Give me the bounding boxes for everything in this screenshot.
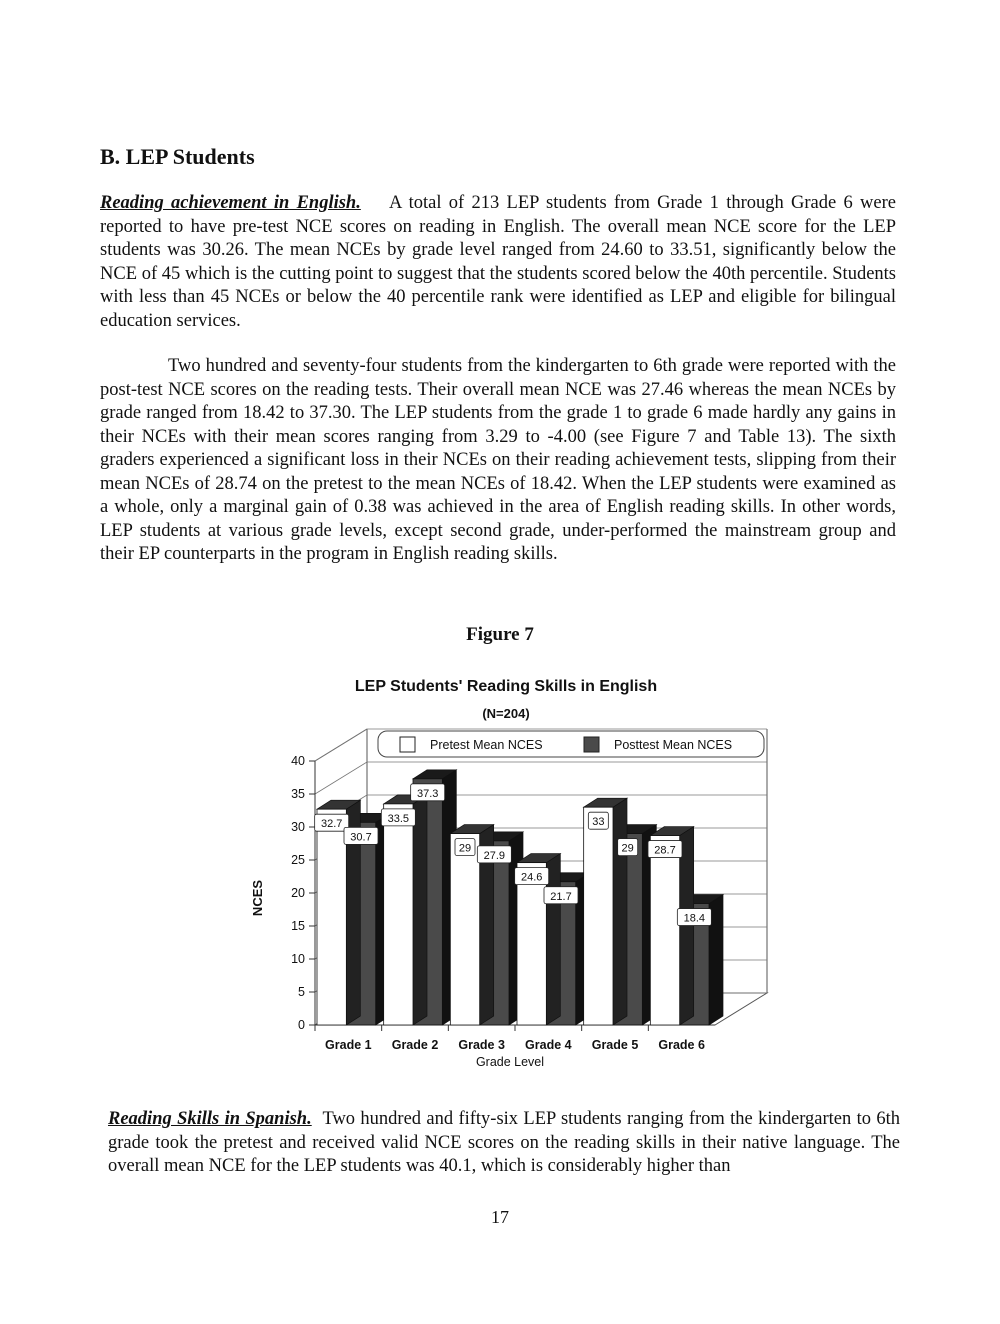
data-label-pretest: 32.7 (320, 818, 343, 831)
data-label-pretest: 33 (592, 816, 605, 829)
chart-bars (315, 770, 723, 1025)
bar-pretest (517, 863, 546, 1025)
paragraph-lead: Reading achievement in English. (100, 193, 361, 213)
legend-label-posttest: Posttest Mean NCES (614, 738, 733, 752)
legend-swatch-pretest (400, 737, 415, 752)
section-heading: B. LEP Students (100, 144, 255, 169)
bar-pretest-side (613, 798, 627, 1025)
y-axis-title: NCES (250, 879, 265, 917)
y-tick-label: 30 (291, 820, 305, 834)
paragraph-reading-spanish (108, 1108, 900, 1179)
bar-pretest (317, 809, 346, 1025)
legend-swatch-posttest (584, 737, 599, 752)
page-number: 17 (491, 1207, 509, 1227)
data-label-posttest: 29 (621, 842, 634, 855)
x-tick-label: Grade 6 (658, 1038, 705, 1052)
x-tick-label: Grade 1 (325, 1038, 372, 1052)
data-label-pretest: 24.6 (520, 871, 543, 884)
paragraph-text: Two hundred and fifty-six LEP students ranging from the kindergarten to 6th grade took the pretest and received valid NCE scores on the reading skills in their native language. The overall mean NCE for the LEP students was 40.1, which is considerably higher than (108, 1109, 900, 1176)
x-tick-label: Grade 3 (458, 1038, 505, 1052)
paragraph-posttest (100, 355, 896, 567)
data-label-posttest: 27.9 (483, 849, 506, 862)
paragraph-text: A total of 213 LEP students from Grade 1 through Grade 6 were reported to have pre-test NCE scores on reading in English. The overall mean NCE score for the LEP students was 30.26. The mean NCEs by grade level ranged from 24.60 to 33.51, significantly below the NCE of 45 which is the cutting point to suggest that the students scored below the 40th percentile. Students with less than 45 NCEs or below the 40 percentile rank were identified as LEP and eligible for bilingual education services. (100, 193, 896, 331)
bar-pretest (650, 836, 679, 1025)
chart-legend (378, 731, 764, 757)
data-label-posttest: 21.7 (550, 890, 572, 903)
y-tick-label: 10 (291, 952, 305, 966)
y-tick-label: 40 (291, 754, 305, 768)
bar-pretest (450, 834, 479, 1025)
data-label-pretest: 33.5 (387, 812, 410, 825)
y-tick-label: 35 (291, 787, 305, 801)
gridline-side (315, 729, 367, 761)
data-label-posttest: 37.3 (416, 787, 439, 800)
paragraph-lead: Reading Skills in Spanish. (108, 1109, 312, 1129)
y-tick-label: 25 (291, 853, 305, 867)
bar-pretest (584, 807, 613, 1025)
x-tick-label: Grade 4 (525, 1038, 572, 1052)
x-tick-label: Grade 2 (391, 1038, 439, 1052)
bar-pretest (384, 804, 413, 1025)
data-label-pretest: 29 (458, 842, 472, 855)
paragraph-text: Two hundred and seventy-four students from the kindergarten to 6th grade were reported with the post-test NCE scores on the reading tests. Their overall mean NCE was 27.46 whereas the mean NCEs by grade ranged from 18.42 to 37.30. The LEP students from the grade 1 to grade 6 made hardly any gains in their NCEs with their mean scores ranging from 3.29 to -4.00 (see Figure 7 and Table 13). The sixth graders experienced a significant loss in their NCEs on their reading achievement tests, slipping from their mean NCEs of 28.74 on the pretest to the mean NCEs of 18.42. When the LEP students were examined as a whole, only a marginal gain of 0.38 was achieved in the area of English reading skills. In other words, LEP students at various grade levels, except second grade, under-performed the mainstream group and their EP counterparts in the program in English reading skills. (100, 356, 896, 564)
data-label-posttest: 18.4 (683, 912, 706, 925)
y-tick-label: 5 (298, 985, 305, 999)
x-tick-label: Grade 5 (591, 1038, 639, 1052)
y-tick-label: 20 (291, 886, 305, 900)
chart-title: LEP Students' Reading Skills in English (354, 678, 658, 695)
bar-pretest-side (413, 795, 427, 1025)
data-label-posttest: 30.7 (350, 831, 372, 844)
y-tick-label: 0 (298, 1018, 305, 1032)
x-axis-title: Grade Level (475, 1055, 545, 1069)
legend-label-pretest: Pretest Mean NCES (430, 738, 543, 752)
bar-chart (230, 665, 790, 1085)
paragraph-reading-english (100, 192, 896, 333)
y-tick-label: 15 (291, 919, 305, 933)
gridline-side (315, 762, 367, 794)
chart-subtitle: (N=204) (482, 706, 530, 721)
data-label-pretest: 28.7 (654, 844, 676, 857)
figure-label: Figure 7 (466, 624, 534, 645)
